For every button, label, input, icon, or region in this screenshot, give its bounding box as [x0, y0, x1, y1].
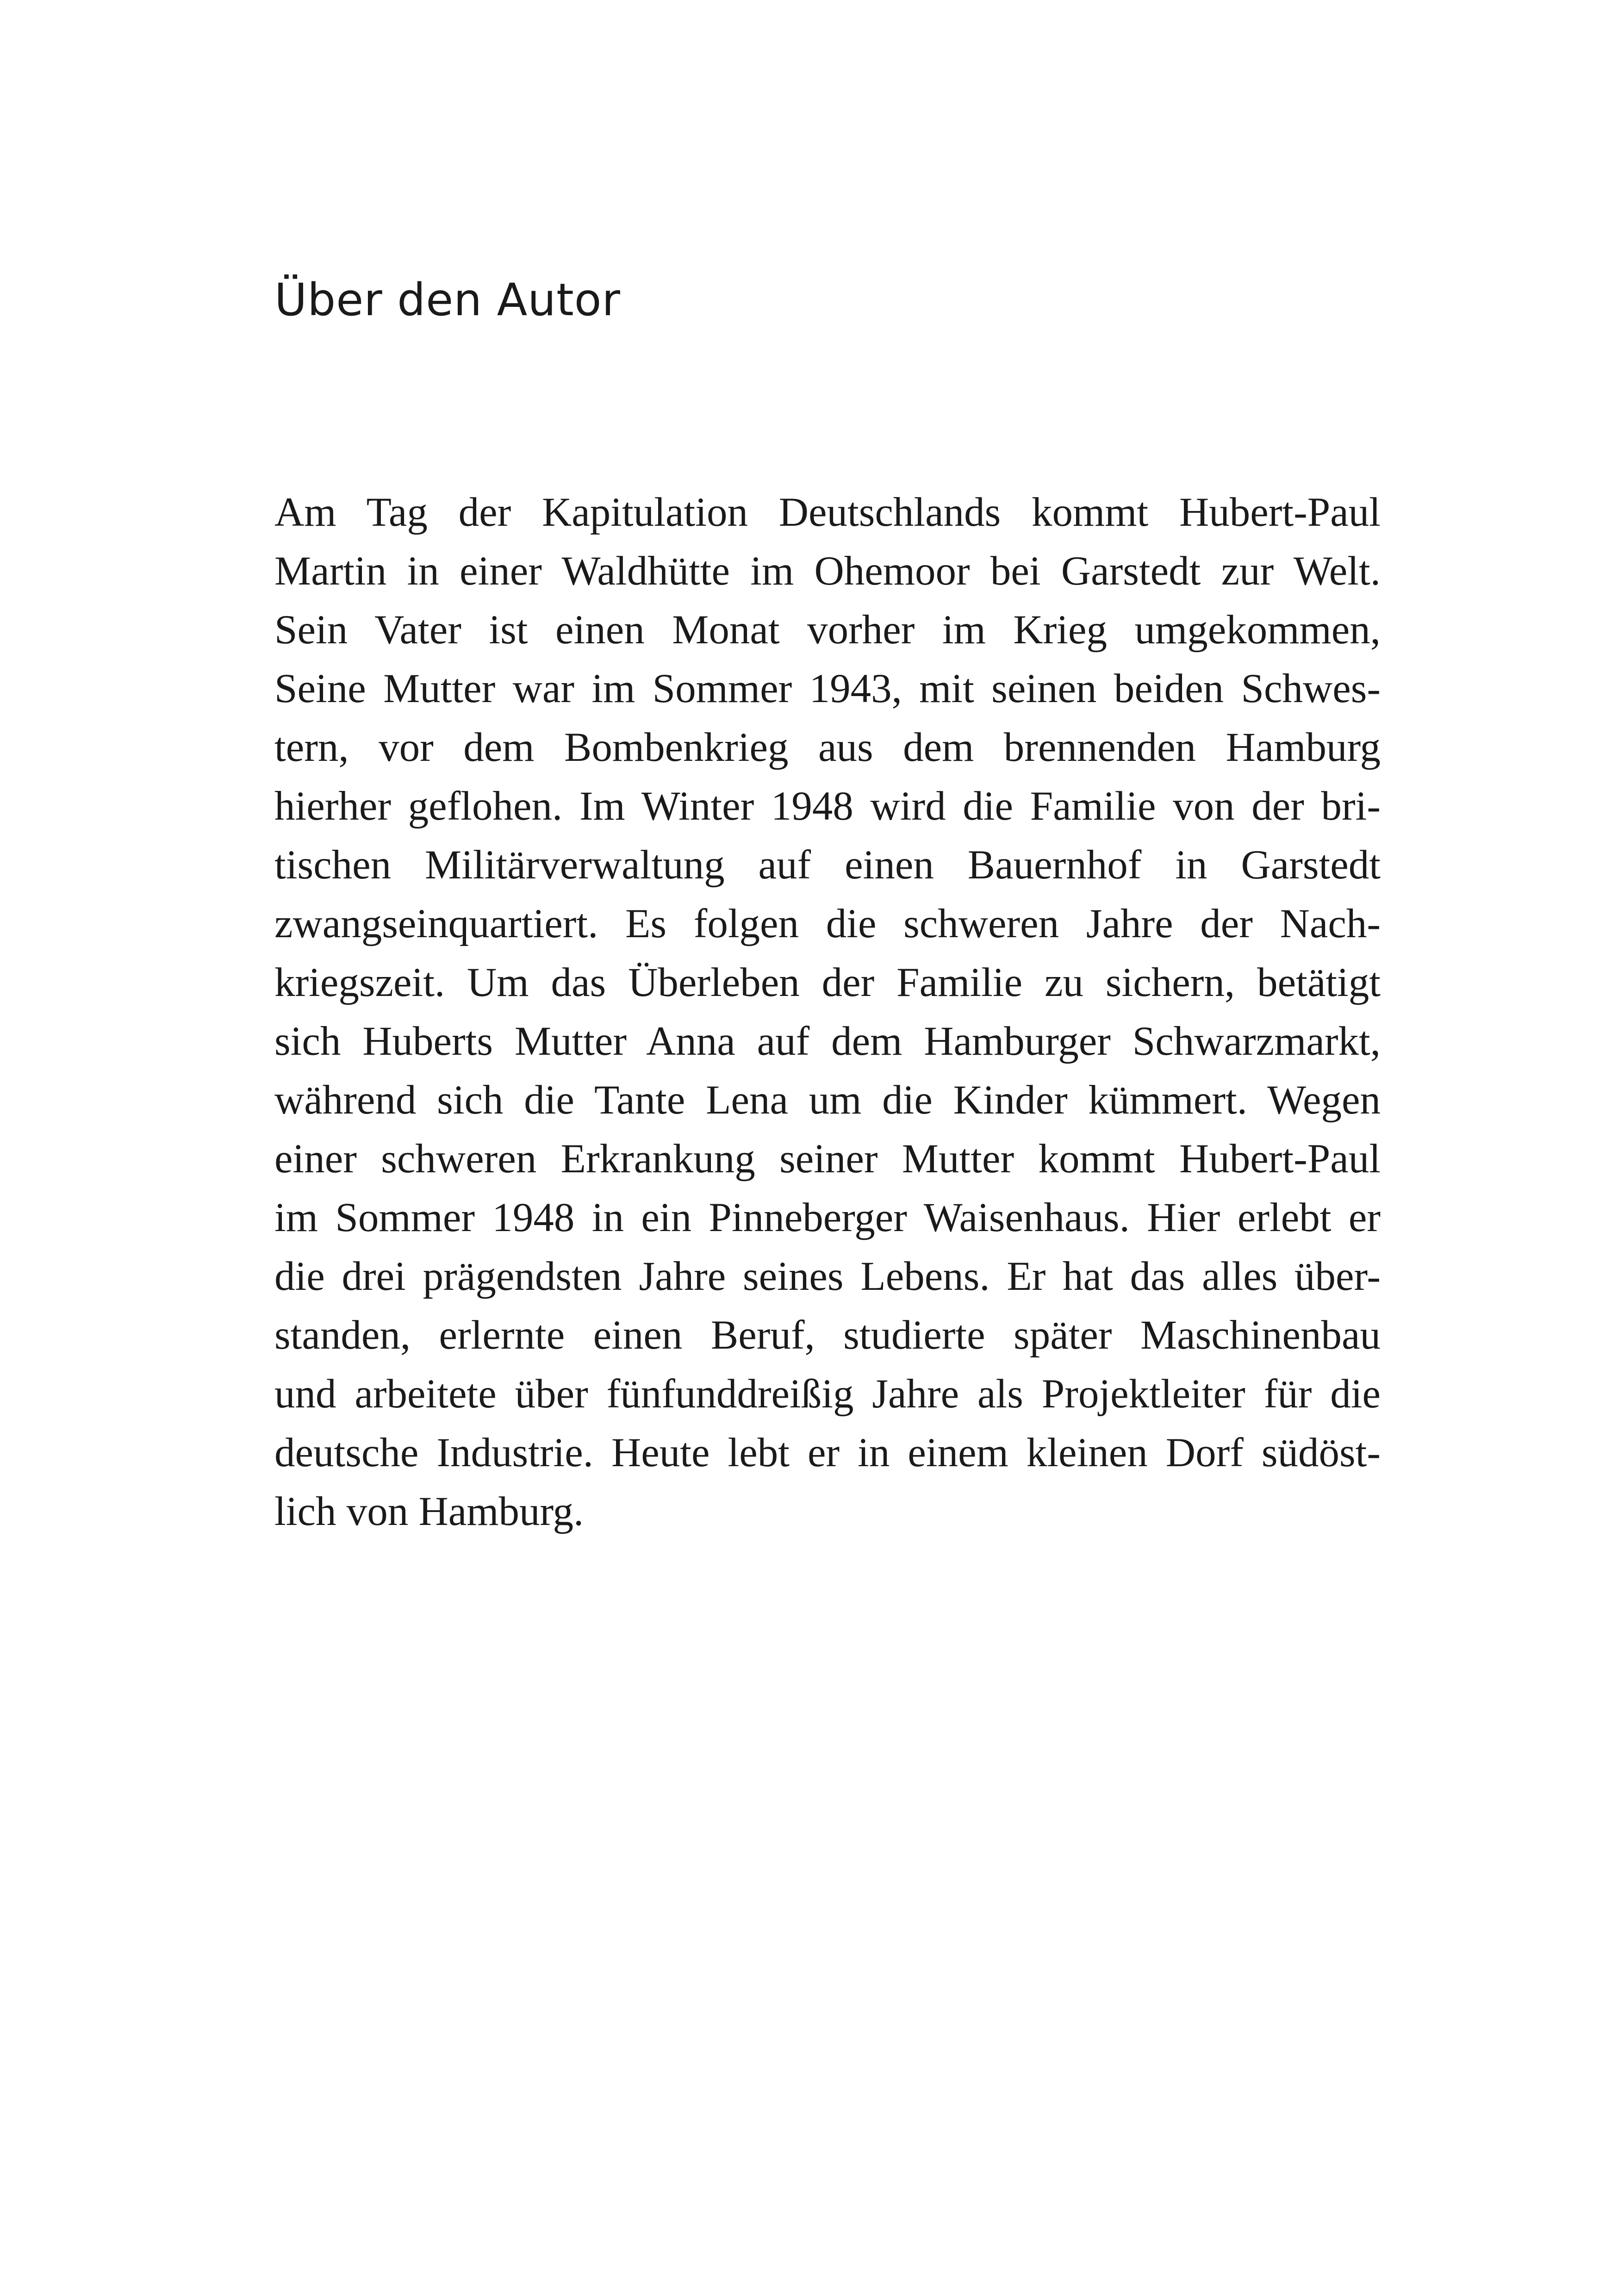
text-line: deutsche Industrie. Heute lebt er in einem kleinen Dorf südöst-	[274, 1430, 1381, 1475]
author-bio-paragraph	[274, 483, 1381, 1541]
text-line: und arbeitete über fünfunddreißig Jahre als Projektleiter für die	[274, 1371, 1381, 1417]
text-line: standen, erlernte einen Beruf, studierte später Maschinenbau	[274, 1313, 1381, 1358]
text-line: sich Huberts Mutter Anna auf dem Hamburger Schwarzmarkt,	[274, 1019, 1381, 1064]
text-line: lich von Hamburg.	[274, 1489, 584, 1534]
page-title: Über den Autor	[274, 274, 621, 326]
text-line: während sich die Tante Lena um die Kinder kümmert. Wegen	[274, 1077, 1381, 1123]
text-line: Martin in einer Waldhütte im Ohemoor bei Garstedt zur Welt.	[274, 548, 1381, 594]
text-line: Am Tag der Kapitulation Deutschlands kommt Hubert-Paul	[274, 490, 1381, 535]
text-line: Seine Mutter war im Sommer 1943, mit seinen beiden Schwes-	[274, 666, 1381, 711]
text-line: zwangseinquartiert. Es folgen die schweren Jahre der Nach-	[274, 901, 1381, 946]
text-line: tischen Militärverwaltung auf einen Bauernhof in Garstedt	[274, 842, 1381, 888]
text-line: tern, vor dem Bombenkrieg aus dem brennenden Hamburg	[274, 725, 1381, 770]
text-line: einer schweren Erkrankung seiner Mutter kommt Hubert-Paul	[274, 1136, 1381, 1182]
text-line: die drei prägendsten Jahre seines Lebens. Er hat das alles über-	[274, 1254, 1381, 1299]
text-line: Sein Vater ist einen Monat vorher im Krieg umgekommen,	[274, 607, 1381, 653]
text-line: hierher geflohen. Im Winter 1948 wird die Familie von der bri-	[274, 784, 1381, 829]
text-line: im Sommer 1948 in ein Pinneberger Waisenhaus. Hier erlebt er	[274, 1195, 1381, 1240]
text-line: kriegszeit. Um das Überleben der Familie zu sichern, betätigt	[274, 960, 1381, 1005]
